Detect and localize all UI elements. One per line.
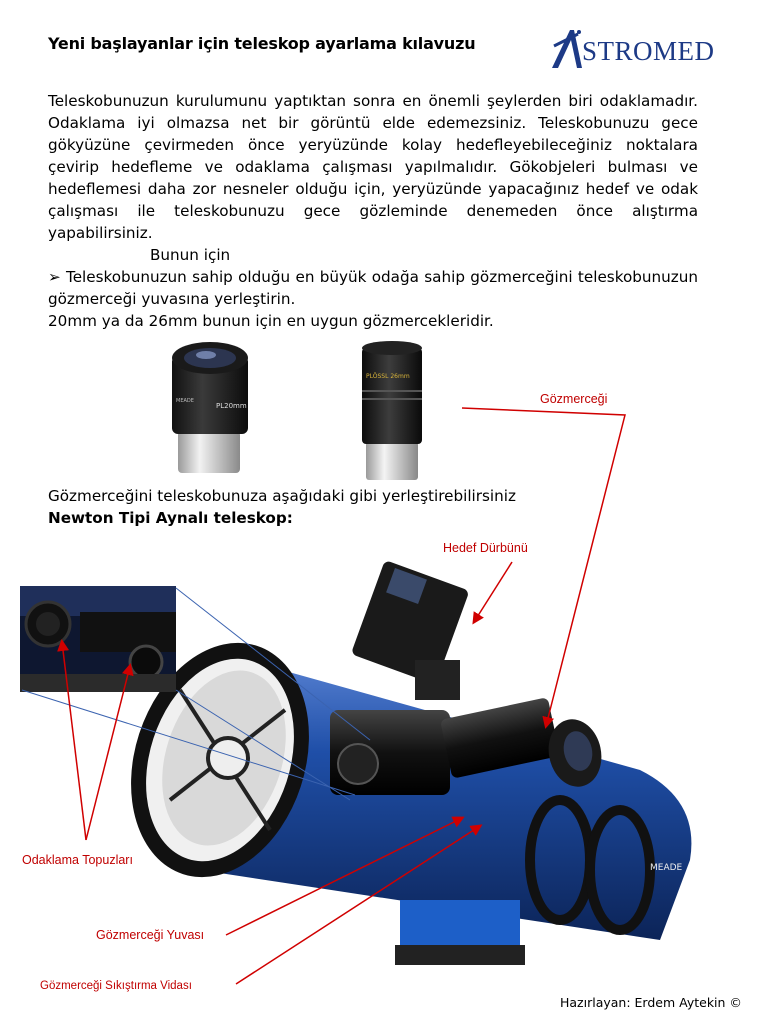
bullet-text: Teleskobunuzun sahip olduğu en büyük odağa sahip gözmerceğini teleskobunuzun gözmerceği yuvasına yerleştirin. <box>48 268 698 308</box>
footer-credit: Hazırlayan: Erdem Aytekin © <box>560 995 742 1010</box>
label-odaklama-topuzlari: Odaklama Topuzları <box>22 853 133 867</box>
label-hedef-durbunu: Hedef Dürbünü <box>443 541 528 555</box>
focus-knob-inset-image <box>20 586 176 692</box>
label-gozmercegi: Gözmerceği <box>540 392 608 406</box>
label-gozmercegi-sikistirma-vidasi: Gözmerceği Sıkıştırma Vidası <box>40 980 192 992</box>
page-title: Yeni başlayanlar için teleskop ayarlama kılavuzu <box>48 34 476 53</box>
newton-heading: Newton Tipi Aynalı teleskop: <box>48 509 293 527</box>
eyepiece-recommendation: 20mm ya da 26mm bunun için en uygun gözmercekleridir. <box>48 312 494 330</box>
eyepiece1-brand: MEADE <box>176 398 194 404</box>
bullet-arrow-icon: ➢ <box>48 268 61 286</box>
eyepiece-26mm-image <box>352 338 432 482</box>
bunun-icin-text: Bunun için <box>150 246 231 264</box>
astromed-logo <box>548 26 744 70</box>
bullet-item <box>48 266 698 310</box>
eyepiece-20mm-image <box>168 336 258 478</box>
eyepiece2-label: PLÖSSL 26mm <box>366 373 410 380</box>
label-gozmercegi-yuvasi: Gözmerceği Yuvası <box>96 928 205 942</box>
placement-text: Gözmerceğini teleskobunuza aşağıdaki gibi yerleştirebilirsiniz <box>48 487 516 505</box>
tube-brand: MEADE <box>650 863 683 873</box>
logo-text: STROMED <box>582 36 715 66</box>
eyepiece1-label: PL20mm <box>216 402 247 410</box>
intro-paragraph: Teleskobunuzun kurulumunu yaptıktan sonra en önemli şeylerden biri odaklamadır. Odaklama iyi olmazsa net bir görüntü elde edemezsiniz. Teleskobunuzu gece gökyüzüne çevirmeden önce yeryüzünde kolay hedefleyebileceğiniz noktalara çevirip hedefleme ve odaklama çalışması yapılmalıdır. Gökobjeleri bulması ve hedeflemesi daha zor nesneler olduğu için, yeryüzünde yapacağınız hedef ve odak çalışması ile teleskobunuzu gece gözleminde denemeden önce alıştırma yapabilirsiniz. <box>48 92 698 242</box>
